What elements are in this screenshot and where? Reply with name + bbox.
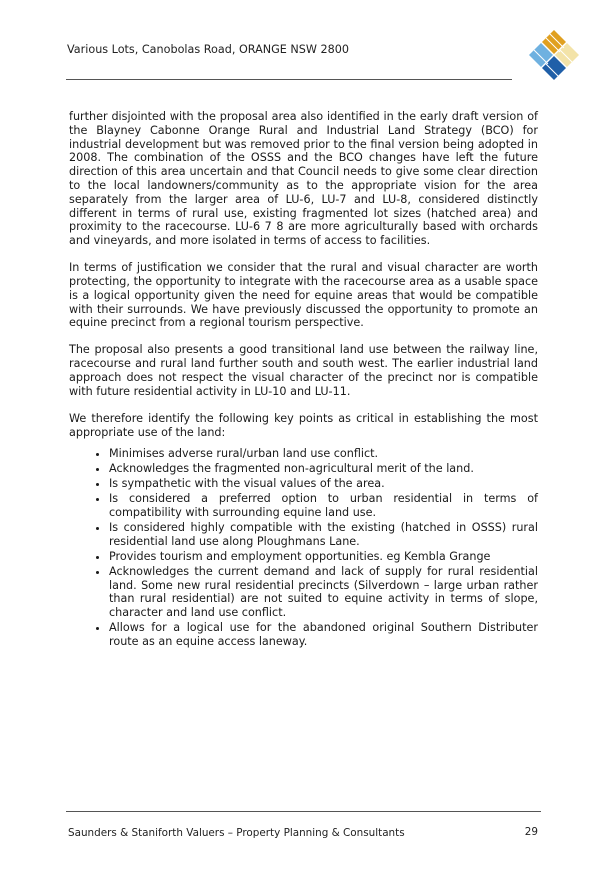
list-item: • Minimises adverse rural/urban land use conflict. [109,447,538,461]
company-logo [528,28,580,84]
paragraph: further disjointed with the proposal area also identified in the early draft version of the Blayney Cabonne Orange Rural and Industrial Land Strategy (BCO) for industrial development but was removed prior to the final version being adopted in 2008. The combination of the OSSS and the BCO changes have left the future direction of this area uncertain and that Council needs to give some clear direction to the local landowners/community as to the appropriate vision for the area separately from the larger area of LU-6, LU-7 and LU-8, considered distinctly different in terms of rural use, existing fragmented lot sizes (hatched area) and proximity to the racecourse. LU-6 7 8 are more agriculturally based with orchards and vineyards, and more isolated in terms of access to facilities. [69,110,538,248]
list-item: • Acknowledges the fragmented non-agricultural merit of the land. [109,462,538,476]
key-points-list [69,447,538,648]
list-item: • Is sympathetic with the visual values of the area. [109,477,538,491]
list-item: • Is considered highly compatible with the existing (hatched in OSSS) rural residential land use along Ploughmans Lane. [109,521,538,549]
list-item: • Is considered a preferred option to urban residential in terms of compatibility with surrounding equine land use. [109,492,538,520]
page-number: 29 [524,826,538,838]
paragraph: The proposal also presents a good transitional land use between the railway line, racecourse and rural land further south and south west. The earlier industrial land approach does not respect the visual character of the precinct nor is compatible with future residential activity in LU-10 and LU-11. [69,343,538,398]
footer-divider [66,811,541,812]
paragraph: We therefore identify the following key points as critical in establishing the most appropriate use of the land: [69,411,538,439]
list-item: • Allows for a logical use for the abandoned original Southern Distributer route as an equine access laneway. [109,621,538,649]
body-text [69,110,538,650]
header-address: Various Lots, Canobolas Road, ORANGE NSW 2800 [67,43,349,56]
header-divider [66,79,512,80]
footer-company: Saunders & Staniforth Valuers – Property Planning & Consultants [68,827,405,839]
paragraph: In terms of justification we consider that the rural and visual character are worth protecting, the opportunity to integrate with the racecourse area as a usable space is a logical opportunity given the need for equine areas that would be compatible with their surrounds. We have previously discussed the opportunity to promote an equine precinct from a regional tourism perspective. [69,261,538,330]
list-item: • Provides tourism and employment opportunities. eg Kembla Grange [109,550,538,564]
list-item: • Acknowledges the current demand and lack of supply for rural residential land. Some new rural residential precincts (Silverdown – large urban rather than rural residential) are not suited to equine activity in terms of slope, character and land use conflict. [109,565,538,620]
